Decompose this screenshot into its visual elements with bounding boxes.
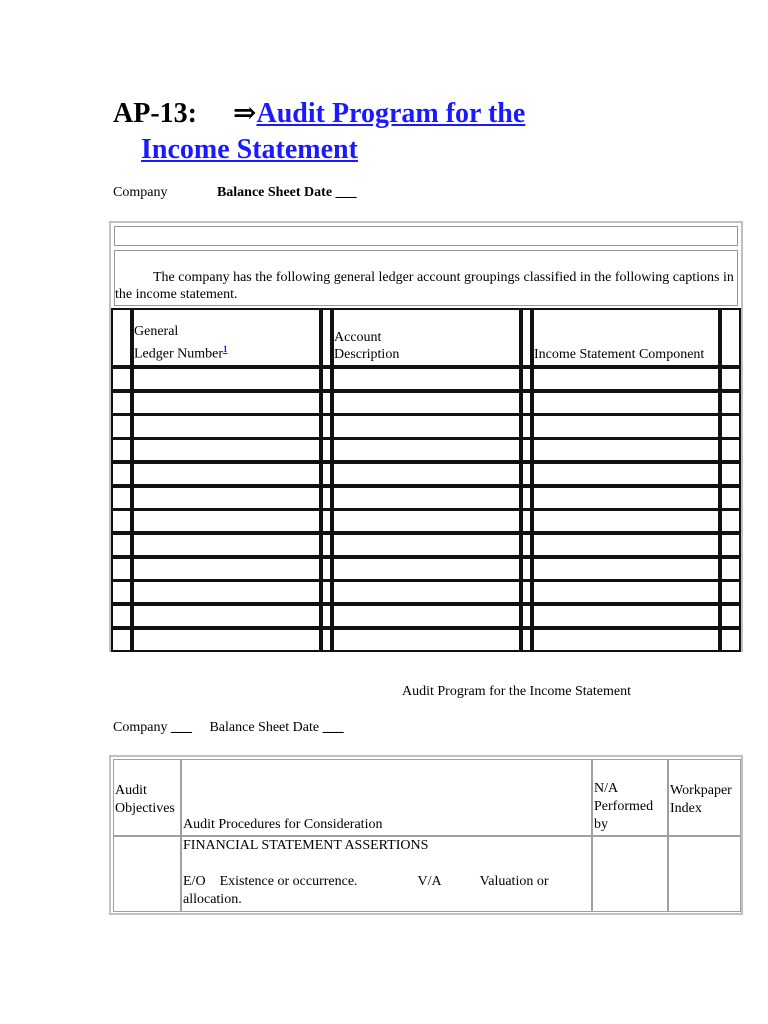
component-cell[interactable] — [532, 486, 720, 510]
header-account-description: Account Description — [332, 308, 521, 367]
component-cell[interactable] — [532, 509, 720, 533]
row-spacer-right — [720, 462, 741, 486]
row-spacer — [321, 462, 332, 486]
gl-number-cell[interactable] — [132, 628, 321, 652]
balance-sheet-date-blank[interactable]: ___ — [335, 185, 357, 200]
gl-number-cell[interactable] — [132, 391, 321, 415]
row-spacer — [521, 367, 532, 391]
header-spacer-right — [720, 308, 741, 367]
row-spacer-right — [720, 533, 741, 557]
gl-number-cell[interactable] — [132, 604, 321, 628]
account-description-cell[interactable] — [332, 414, 521, 438]
table-intro: The company has the following general ledger account groupings classified in the following captions in the income statement. — [114, 250, 738, 306]
component-cell[interactable] — [532, 438, 720, 462]
component-cell[interactable] — [532, 557, 720, 581]
row-spacer-right — [720, 580, 741, 604]
row-spacer — [321, 367, 332, 391]
row-spacer — [521, 628, 532, 652]
account-description-cell[interactable] — [332, 604, 521, 628]
component-cell[interactable] — [532, 628, 720, 652]
row-spacer — [521, 533, 532, 557]
gl-number-cell[interactable] — [132, 533, 321, 557]
assertions-title: FINANCIAL STATEMENT ASSERTIONS — [183, 838, 429, 853]
row-spacer — [521, 580, 532, 604]
row-spacer-right — [720, 438, 741, 462]
account-description-cell[interactable] — [332, 557, 521, 581]
row-spacer — [521, 486, 532, 510]
gl-number-cell[interactable] — [132, 486, 321, 510]
row-spacer — [321, 509, 332, 533]
header-workpaper-index: Workpaper Index — [668, 759, 741, 836]
component-cell[interactable] — [532, 414, 720, 438]
gl-number-cell[interactable] — [132, 509, 321, 533]
row-spacer-left — [111, 367, 132, 391]
header-gl-number: General Ledger Number$^1$ — [132, 308, 321, 367]
row-spacer-left — [111, 438, 132, 462]
assertion-definitions: E/O Existence or occurrence. V/A Valuation or allocation. — [183, 874, 549, 907]
header-audit-objectives: Audit Objectives — [113, 759, 181, 836]
row-spacer-left — [111, 486, 132, 510]
header-spacer-left — [111, 308, 132, 367]
header-na-performed-by: N/A Performed by — [592, 759, 668, 836]
row-spacer-left — [111, 533, 132, 557]
right-arrow-icon: ⇒ — [233, 98, 257, 129]
header-spacer — [321, 308, 332, 367]
row-spacer — [321, 557, 332, 581]
row-spacer-right — [720, 628, 741, 652]
row-spacer — [521, 557, 532, 581]
component-cell[interactable] — [532, 604, 720, 628]
row-spacer — [321, 391, 332, 415]
section-caption: Audit Program for the Income Statement — [402, 684, 631, 699]
gl-number-cell[interactable] — [132, 367, 321, 391]
row-spacer-left — [111, 604, 132, 628]
component-cell[interactable] — [532, 580, 720, 604]
component-cell[interactable] — [532, 462, 720, 486]
gl-number-cell[interactable] — [132, 580, 321, 604]
page-title — [113, 96, 525, 168]
account-description-cell[interactable] — [332, 580, 521, 604]
row-spacer — [521, 438, 532, 462]
row-workpaper-cell[interactable] — [668, 836, 741, 912]
program-code: AP-13: — [113, 98, 197, 129]
account-grid — [111, 308, 741, 651]
row-spacer — [521, 604, 532, 628]
row-na-performed-cell[interactable] — [592, 836, 668, 912]
row-spacer-right — [720, 367, 741, 391]
row-spacer — [521, 509, 532, 533]
header-income-statement-component: Income Statement Component — [532, 308, 720, 367]
row-spacer — [521, 414, 532, 438]
row-spacer — [321, 580, 332, 604]
title-link-line2[interactable]: Income Statement — [141, 134, 358, 165]
row-spacer — [321, 438, 332, 462]
balance-sheet-date-label: Balance Sheet Date — [216, 185, 333, 200]
row-spacer-right — [720, 604, 741, 628]
row-spacer-right — [720, 486, 741, 510]
row-spacer-left — [111, 414, 132, 438]
component-cell[interactable] — [532, 533, 720, 557]
account-description-cell[interactable] — [332, 438, 521, 462]
header-audit-procedures: Audit Procedures for Consideration — [181, 759, 592, 836]
component-cell[interactable] — [532, 391, 720, 415]
row-spacer — [321, 628, 332, 652]
audit-program-table — [109, 755, 743, 915]
account-description-cell[interactable] — [332, 391, 521, 415]
footnote-link[interactable]: 1 — [223, 344, 228, 355]
account-description-cell[interactable] — [332, 486, 521, 510]
gl-number-cell[interactable] — [132, 414, 321, 438]
header-spacer — [521, 308, 532, 367]
gl-number-cell[interactable] — [132, 557, 321, 581]
row-spacer-left — [111, 557, 132, 581]
row-spacer-left — [111, 509, 132, 533]
gl-number-cell[interactable] — [132, 462, 321, 486]
row-spacer-left — [111, 580, 132, 604]
company-label: Company — [113, 185, 168, 200]
account-description-cell[interactable] — [332, 462, 521, 486]
gl-number-cell[interactable] — [132, 438, 321, 462]
row-spacer — [321, 533, 332, 557]
company-line-1 — [113, 185, 357, 201]
balance-sheet-date-blank[interactable]: ___ — [322, 720, 344, 735]
account-description-cell[interactable] — [332, 628, 521, 652]
component-cell[interactable] — [532, 367, 720, 391]
company-label: Company — [113, 720, 168, 735]
row-spacer — [521, 391, 532, 415]
company-line-2 — [113, 720, 344, 736]
row-procedures-cell — [181, 836, 592, 912]
account-description-cell[interactable] — [332, 533, 521, 557]
title-link[interactable]: Audit Program for the — [256, 98, 526, 129]
row-spacer — [321, 414, 332, 438]
row-spacer-left — [111, 628, 132, 652]
account-description-cell[interactable] — [332, 509, 521, 533]
account-groupings-table — [109, 221, 743, 652]
company-blank[interactable]: ___ — [170, 720, 192, 735]
row-spacer-left — [111, 391, 132, 415]
row-spacer-left — [111, 462, 132, 486]
row-spacer — [321, 486, 332, 510]
row-spacer-right — [720, 391, 741, 415]
balance-sheet-date-label: Balance Sheet Date — [209, 720, 320, 735]
row-spacer — [521, 462, 532, 486]
row-spacer-right — [720, 509, 741, 533]
row-spacer-right — [720, 414, 741, 438]
row-spacer — [321, 604, 332, 628]
table-top-blank-row — [114, 226, 738, 246]
row-spacer-right — [720, 557, 741, 581]
account-description-cell[interactable] — [332, 367, 521, 391]
row-objectives-cell[interactable] — [113, 836, 181, 912]
